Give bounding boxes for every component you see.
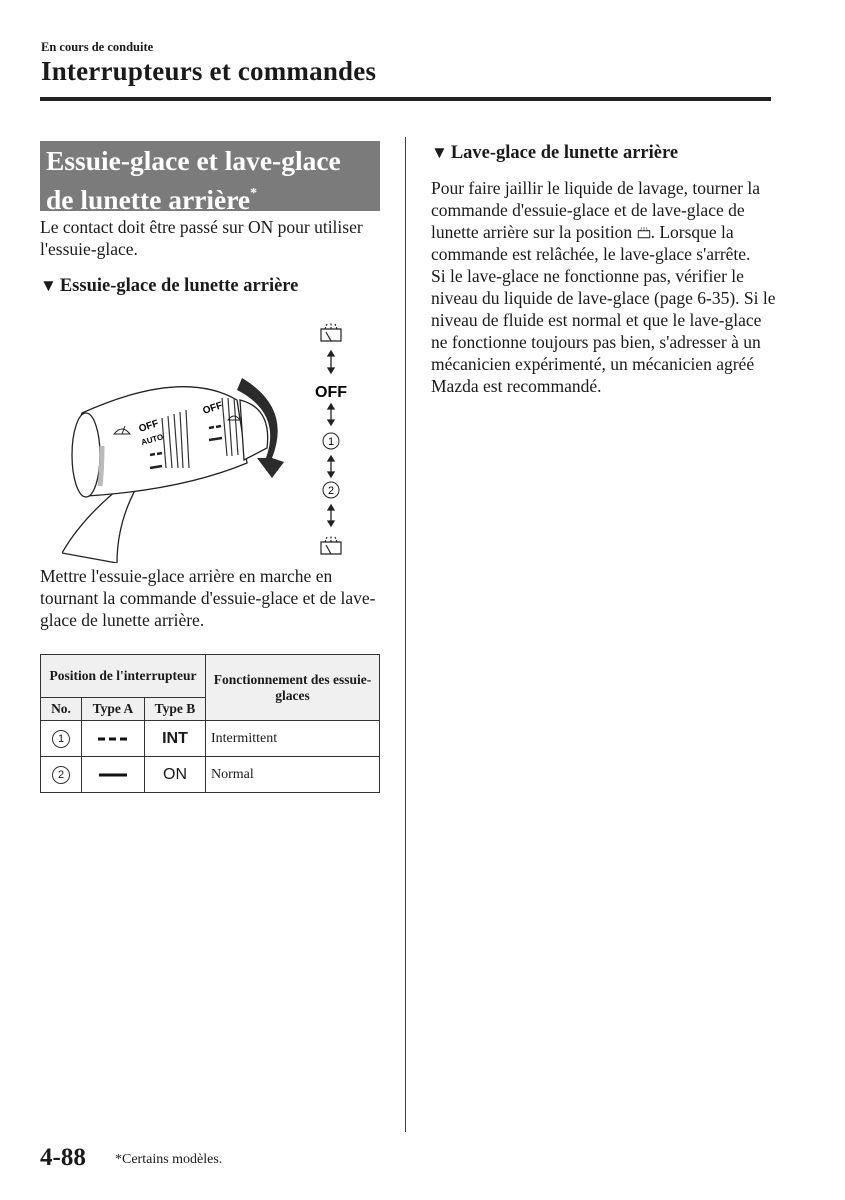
table-header-no: No. <box>41 698 82 721</box>
section-title-line2: de lunette arrière* <box>46 184 258 215</box>
dashed-line-icon <box>97 735 129 743</box>
page-number: 4-88 <box>40 1144 86 1171</box>
up-down-arrow-icon <box>328 404 334 425</box>
up-down-arrow-icon <box>328 351 334 373</box>
rear-wiper-heading: ▼ Essuie-glace de lunette arrière <box>40 276 299 296</box>
intro-text: Le contact doit être passé sur ON pour utiliser l'essuie-glace. <box>40 217 363 259</box>
type-b-cell: ON <box>145 757 206 793</box>
rear-washer-icon <box>321 536 341 554</box>
table-row <box>41 721 380 757</box>
solid-line-icon <box>97 771 129 779</box>
stalk-label-off-rear: OFF <box>201 400 224 417</box>
type-a-cell <box>82 721 145 757</box>
type-a-cell <box>82 757 145 793</box>
model-asterisk: * <box>250 186 258 201</box>
position-label-1: 1 <box>327 436 335 448</box>
stalk-label-auto: AUTO <box>140 432 165 447</box>
section-kicker: En cours de conduite <box>41 40 154 54</box>
rear-wiper-description: Mettre l'essuie-glace arrière en marche en tournant la commande d'essuie-glace et de lave-glace de lunette arrière. <box>40 566 376 630</box>
position-label-2: 2 <box>327 485 335 497</box>
chapter-title: Interrupteurs et commandes <box>41 56 377 86</box>
table-header-type-a: Type A <box>82 698 145 721</box>
type-b-cell: INT <box>145 721 206 757</box>
up-down-arrow-icon <box>328 505 334 526</box>
rear-washer-icon <box>321 323 341 341</box>
row-number: 1 <box>52 730 70 748</box>
row-number-cell <box>41 757 82 793</box>
position-label-off: OFF <box>315 384 347 401</box>
function-cell: Intermittent <box>206 721 380 757</box>
rear-washer-description: Pour faire jaillir le liquide de lavage, tourner la commande d'essuie-glace et de lave-glace de lunette arrière sur la position . Lorsque la commande est relâchée, le lave-glace s'arrête. Si le lave-glace ne fonctionne pas, vérifier le niveau du liquide de lave-glace (page 6-35). Si le niveau de fluide est normal et que le lave-glace ne fonctionne toujours pas bien, s'adresser à un mécanicien expérimenté, un mécanicien agréé Mazda est recommandé. <box>431 178 776 396</box>
row-number: 2 <box>52 766 70 784</box>
table-row <box>41 757 380 793</box>
column-divider <box>405 137 406 1132</box>
heading-marker: ▼ <box>40 276 57 295</box>
table-header-function: Fonctionnement des essuie-glaces <box>206 655 380 721</box>
table-header-position: Position de l'interrupteur <box>41 655 206 698</box>
section-banner <box>40 141 380 215</box>
footnote: *Certains modèles. <box>115 1152 223 1167</box>
table-header-type-b: Type B <box>145 698 206 721</box>
heading-marker: ▼ <box>431 143 448 162</box>
wiper-stalk-figure <box>62 318 362 563</box>
wiper-position-table <box>40 654 380 793</box>
rear-washer-icon <box>637 225 651 239</box>
title-rule <box>40 97 771 101</box>
stalk-label-off-front: OFF <box>137 418 160 435</box>
rear-washer-heading: ▼ Lave-glace de lunette arrière <box>431 143 679 163</box>
washer-troubleshooting: Si le lave-glace ne fonctionne pas, vérifier le niveau du liquide de lave-glace (page 6-35). Si le niveau de fluide est normal et que le lave-glace ne fonctionne toujours pas bien, s'adresser à un mécanicien expérimenté, un mécanicien agréé Mazda est recommandé. <box>431 266 776 396</box>
row-number-cell <box>41 721 82 757</box>
section-title-line1: Essuie-glace et lave-glace <box>46 145 341 176</box>
function-cell: Normal <box>206 757 380 793</box>
up-down-arrow-icon <box>328 456 334 477</box>
